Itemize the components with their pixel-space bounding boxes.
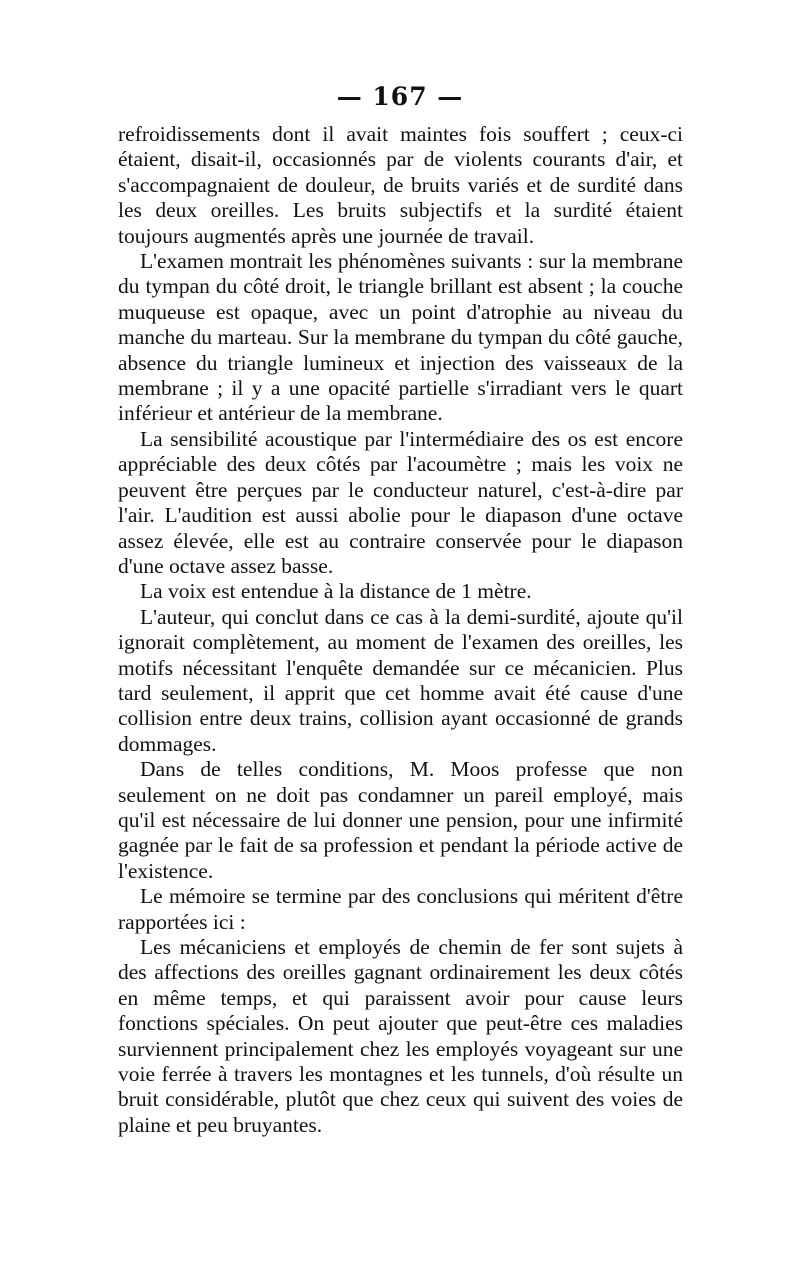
paragraph: La voix est entendue à la distance de 1 mètre. <box>140 579 532 604</box>
paragraph: Dans de telles conditions, M. Moos professe que non seulement on ne doit pas condamner un pareil employé, mais qu'il est nécessaire de lui donner une pension, pour une infirmité gagnée par le fait de sa profession et pendant la période active de l'existence. <box>118 757 683 883</box>
paragraph: refroidissements dont il avait maintes fois souffert ; ceux-ci étaient, disait-il, occasionnés par de violents courants d'air, et s'accompagnaient de douleur, de bruits variés et de surdité dans les deux oreilles. Les bruits subjectifs et la surdité étaient toujours augmentés après une journée de travail. <box>118 122 683 248</box>
paragraph: L'examen montrait les phénomènes suivants : sur la membrane du tympan du côté droit, le triangle brillant est absent ; la couche muqueuse est opaque, avec un point d'atrophie au niveau du manche du marteau. Sur la membrane du tympan du côté gauche, absence du triangle lumineux et injection des vaisseaux de la membrane ; il y a une opacité partielle s'irradiant vers le quart inférieur et antérieur de la membrane. <box>118 249 683 426</box>
page-number: — 167 — <box>336 82 464 111</box>
paragraph: Les mécaniciens et employés de chemin de fer sont sujets à des affections des oreilles gagnant ordinairement les deux côtés en même temps, et qui paraissent avoir pour cause leurs fonctions spéciales. On peut ajouter que peut-être ces maladies surviennent principalement chez les employés voyageant sur une voie ferrée à travers les montagnes et les tunnels, d'où résulte un bruit considérable, plutôt que chez ceux qui suivent des voies de plaine et peu bruyantes. <box>118 935 683 1137</box>
paragraph: Le mémoire se termine par des conclusions qui méritent d'être rapportées ici : <box>118 884 683 934</box>
paragraph: La sensibilité acoustique par l'intermédiaire des os est encore appréciable des deux côtés par l'acoumètre ; mais les voix ne peuvent être perçues par le conducteur naturel, c'est-à-dire par l'air. L'audition est aussi abolie pour le diapason d'une octave assez élevée, elle est au contraire conservée pour le diapason d'une octave assez basse. <box>118 426 683 578</box>
body-text <box>118 122 683 1138</box>
paragraph: L'auteur, qui conclut dans ce cas à la demi-surdité, ajoute qu'il ignorait complètement, au moment de l'examen des oreilles, les motifs nécessitant l'enquête demandée sur ce mécanicien. Plus tard seulement, il apprit que cet homme avait été cause d'une collision entre deux trains, collision ayant occasionné de grands dommages. <box>118 604 683 756</box>
